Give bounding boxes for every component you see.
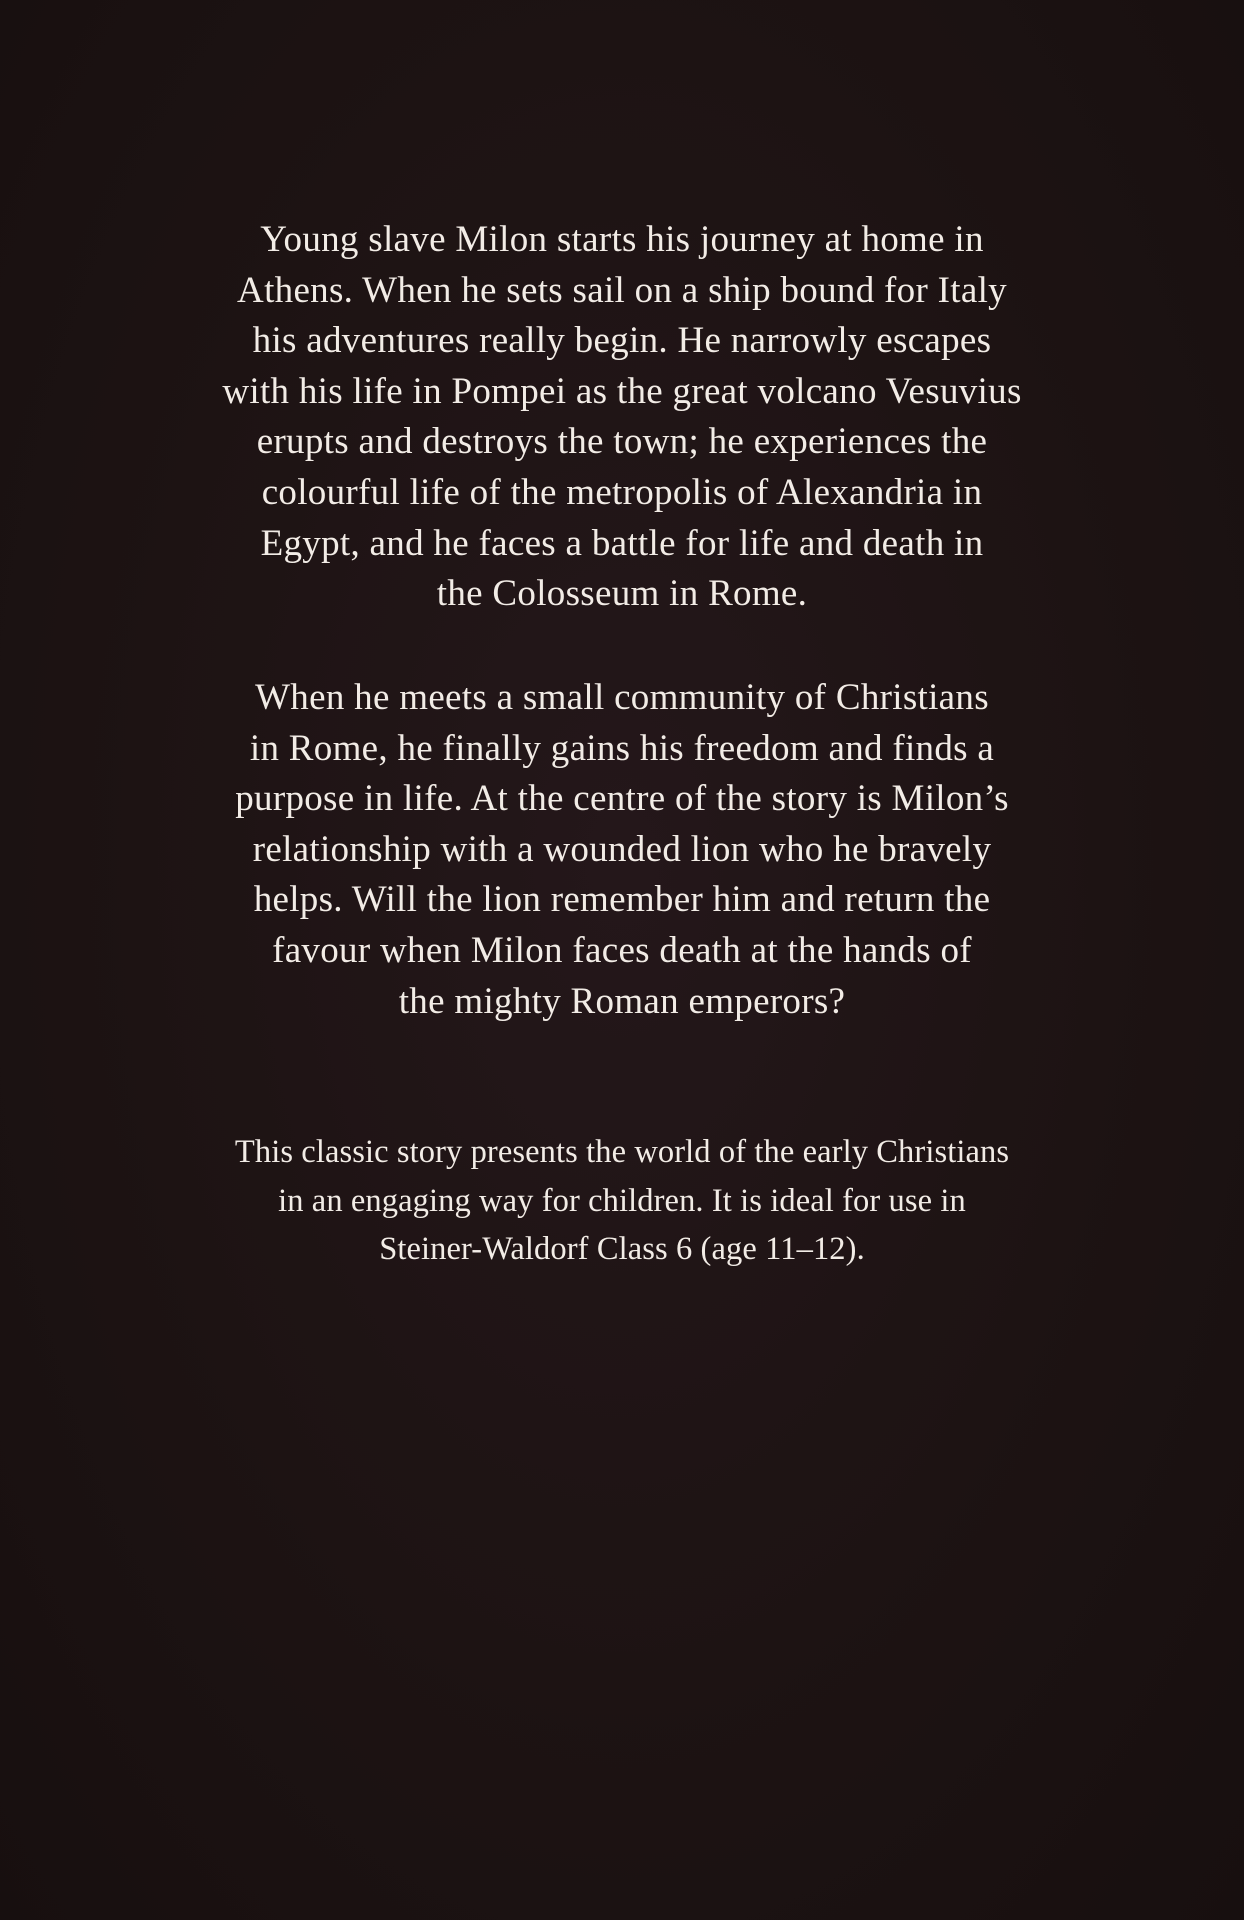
blurb-line: erupts and destroys the town; he experiences the	[256, 421, 988, 463]
blurb-line: Athens. When he sets sail on a ship bound for Italy	[237, 269, 1007, 311]
blurb-line: with his life in Pompei as the great volcano Vesuvius	[222, 370, 1022, 412]
blurb-line: the Colosseum in Rome.	[436, 573, 808, 615]
blurb-line: Egypt, and he faces a battle for life and death in	[260, 522, 984, 564]
blurb-paragraph-story-start	[0, 215, 1244, 620]
blurb-line: This classic story presents the world of the early Christians	[234, 1134, 1010, 1170]
blurb-line: favour when Milon faces death at the hands of	[272, 929, 972, 971]
blurb-line: his adventures really begin. He narrowly escapes	[252, 320, 992, 362]
blurb-line: purpose in life. At the centre of the story is Milon’s	[235, 778, 1009, 820]
blurb-line: Steiner-Waldorf Class 6 (age 11–12).	[379, 1231, 865, 1267]
blurb-line: in Rome, he finally gains his freedom and finds a	[249, 727, 995, 769]
blurb-paragraph-story-rome	[0, 673, 1244, 1027]
blurb-line: colourful life of the metropolis of Alexandria in	[261, 471, 983, 513]
blurb-line: Young slave Milon starts his journey at home in	[260, 219, 984, 260]
blurb-line: relationship with a wounded lion who he bravely	[252, 828, 992, 870]
blurb-paragraph-audience	[0, 1128, 1244, 1274]
blurb-line: the mighty Roman emperors?	[398, 980, 846, 1022]
blurb-line: in an engaging way for children. It is ideal for use in	[278, 1182, 966, 1219]
blurb-line: When he meets a small community of Christians	[255, 677, 989, 718]
blurb-line: helps. Will the lion remember him and return the	[253, 879, 991, 921]
